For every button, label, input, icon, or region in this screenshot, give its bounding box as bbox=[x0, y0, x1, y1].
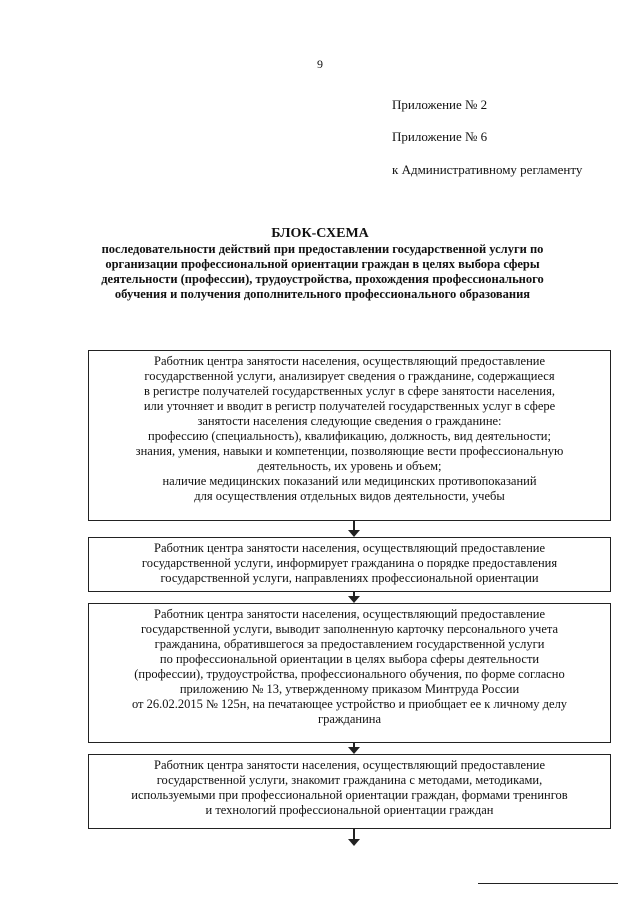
document-subtitle: последовательности действий при предоставлении государственной услуги по организации профессиональной ориентации граждан в целях выбора сферы деятельности (профессии), трудоустройства, прохождения профессионального обучения и получения дополнительного профессионального образования bbox=[101, 242, 544, 301]
flow-arrow-down-icon bbox=[348, 829, 360, 847]
flow-arrow-down-icon bbox=[348, 521, 360, 537]
appendix-line-1: Приложение № 2 bbox=[392, 97, 488, 112]
step-line: деятельность, их уровень и объем; bbox=[257, 459, 442, 473]
step-line: государственной услуги, выводит заполненную карточку персонального учета bbox=[140, 622, 559, 636]
footer-divider bbox=[478, 883, 618, 884]
step-line: используемыми при профессиональной ориентации граждан, формами тренингов bbox=[131, 788, 568, 802]
flow-step-4-box bbox=[88, 754, 611, 829]
step-line: для осуществления отдельных видов деятельности, учебы bbox=[194, 489, 505, 503]
step-line: профессию (специальность), квалификацию, должность, вид деятельности; bbox=[148, 429, 551, 443]
document-title: БЛОК-СХЕМА bbox=[271, 226, 369, 241]
step-line: по профессиональной ориентации в целях выбора сферы деятельности bbox=[159, 652, 540, 666]
appendix-line-3: к Административному регламенту bbox=[392, 162, 583, 177]
step-line: гражданина bbox=[317, 712, 382, 726]
flow-step-3-box bbox=[88, 603, 611, 743]
step-line: знания, умения, навыки и компетенции, позволяющие вести профессиональную bbox=[135, 444, 564, 458]
page-number: 9 bbox=[317, 57, 323, 71]
step-line: государственной услуги, направлениях профессиональной ориентации bbox=[160, 571, 539, 585]
step-line: Работник центра занятости населения, осуществляющий предоставление bbox=[154, 541, 545, 555]
flow-step-1-box bbox=[88, 350, 611, 521]
flow-arrow-down-icon bbox=[348, 743, 360, 754]
step-line: государственной услуги, информирует гражданина о порядке предоставления bbox=[141, 556, 558, 570]
step-line: наличие медицинских показаний или медицинских противопоказаний bbox=[162, 474, 537, 488]
step-line: или уточняет и вводит в регистр получателей государственных услуг в сфере bbox=[143, 399, 556, 413]
flow-arrow-down-icon bbox=[348, 592, 360, 603]
step-line: приложению № 13, утвержденному приказом Минтруда России bbox=[179, 682, 520, 696]
step-line: Работник центра занятости населения, осуществляющий предоставление bbox=[154, 607, 545, 621]
step-line: государственной услуги, анализирует сведения о гражданине, содержащиеся bbox=[144, 369, 555, 383]
step-line: гражданина, обратившегося за предоставлением государственной услуги bbox=[154, 637, 545, 651]
appendix-line-2: Приложение № 6 bbox=[392, 129, 488, 144]
step-line: от 26.02.2015 № 125н, на печатающее устройство и приобщает ее к личному делу bbox=[131, 697, 568, 711]
step-line: и технологий профессиональной ориентации граждан bbox=[205, 803, 494, 817]
step-line: Работник центра занятости населения, осуществляющий предоставление bbox=[154, 758, 545, 772]
step-line: (профессии), трудоустройства, профессионального обучения, по форме согласно bbox=[134, 667, 565, 681]
step-line: Работник центра занятости населения, осуществляющий предоставление bbox=[154, 354, 545, 368]
step-line: в регистре получателей государственных услуг в сфере занятости населения, bbox=[143, 384, 555, 398]
step-line: государственной услуги, знакомит гражданина с методами, методиками, bbox=[156, 773, 543, 787]
flow-step-2-box bbox=[88, 537, 611, 592]
step-line: занятости населения следующие сведения о гражданине: bbox=[197, 414, 502, 428]
